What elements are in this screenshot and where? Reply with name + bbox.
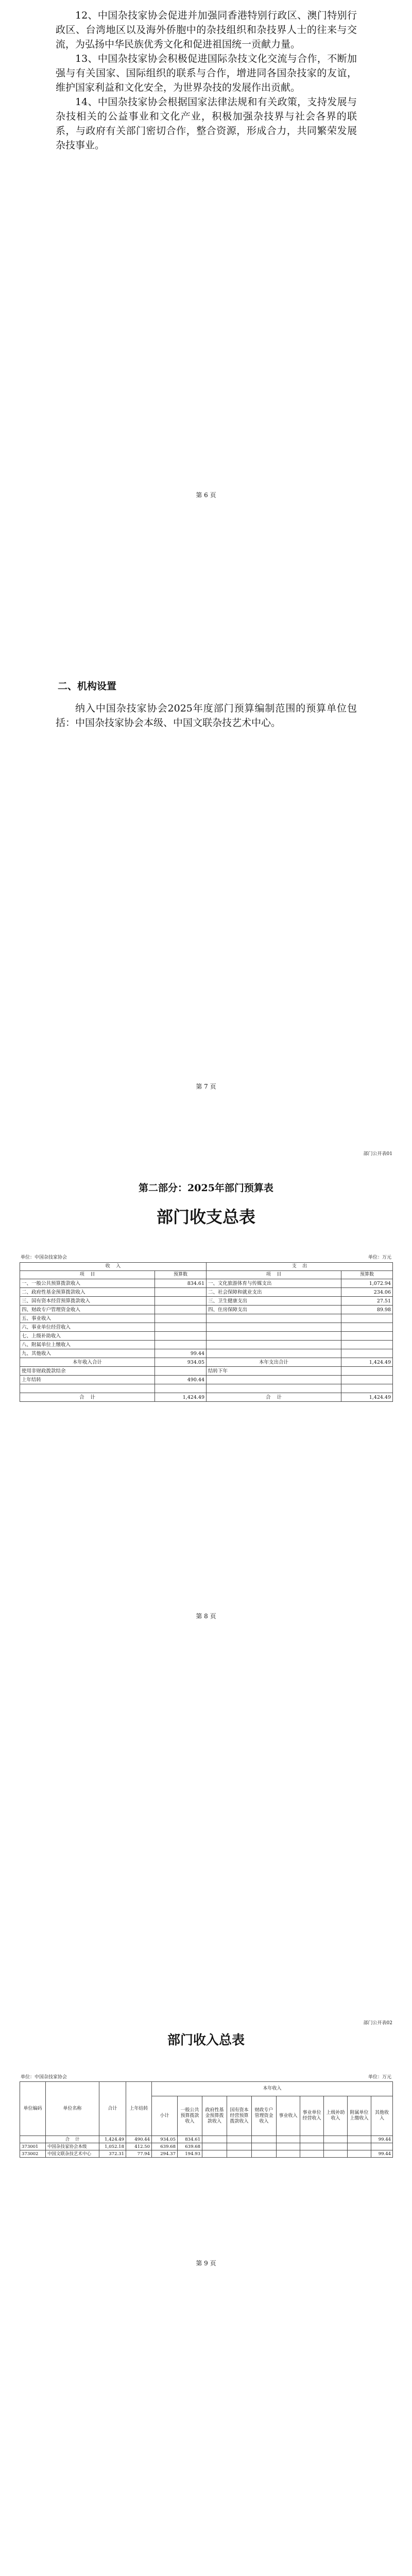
table-row <box>20 1384 393 1393</box>
table-cell: 99.44 <box>371 2136 393 2143</box>
table-row <box>20 1341 393 1349</box>
table-cell: 上年结转 <box>20 1376 155 1384</box>
table-cell <box>341 1376 393 1384</box>
table-cell <box>371 2143 393 2150</box>
table-cell: 六、事业单位经营收入 <box>20 1323 155 1332</box>
table-cell <box>348 2150 371 2158</box>
table-cell: 三、卫生健康支出 <box>207 1297 341 1306</box>
table-cell: 1,424.49 <box>341 1393 393 1402</box>
page-footer-9: 第 9 页 <box>196 2260 216 2267</box>
table-cell: 372.31 <box>99 2150 126 2158</box>
table-cell: 1,052.18 <box>99 2143 126 2150</box>
table-row <box>20 1314 393 1323</box>
table-cell <box>207 1332 341 1341</box>
table-cell <box>252 2143 277 2150</box>
table-cell <box>277 2143 300 2150</box>
header-total: 合计 <box>99 2082 126 2136</box>
header-general-budget: 一般公共预算拨款收入 <box>178 2096 202 2136</box>
table-cell <box>341 1332 393 1341</box>
table-cell: 99.44 <box>155 1349 207 1358</box>
table-cell: 412.50 <box>126 2143 152 2150</box>
table-cell: 四、财政专户管理资金收入 <box>20 1306 155 1314</box>
table-cell: 934.05 <box>155 1358 207 1367</box>
header-item: 项 目 <box>207 1271 341 1279</box>
table-cell <box>348 2143 371 2150</box>
table-row <box>20 1393 393 1402</box>
table-cell: 中国杂技家协会本级 <box>46 2143 99 2150</box>
header-unit-code: 单位编码 <box>20 2082 46 2136</box>
table-cell <box>202 2136 227 2143</box>
table-cell: 373002 <box>20 2150 46 2158</box>
table-row <box>20 1332 393 1341</box>
header-other-income: 其他收入 <box>371 2096 393 2136</box>
table-cell <box>341 1349 393 1358</box>
table-cell: 九、其他收入 <box>20 1349 155 1358</box>
table-cell: 1,424.49 <box>155 1393 207 1402</box>
table-cell: 89.98 <box>341 1306 393 1314</box>
table-cell <box>324 2143 348 2150</box>
table-cell: 本年收入合计 <box>20 1358 155 1367</box>
table-cell: 一、文化旅游体育与传媒支出 <box>207 1279 341 1288</box>
table-cell <box>207 1314 341 1323</box>
table-cell <box>20 2136 46 2143</box>
table-cell <box>341 1384 393 1393</box>
table-cell <box>348 2136 371 2143</box>
table-cell <box>277 2136 300 2143</box>
table-cell: 234.06 <box>341 1288 393 1297</box>
header-superior-subsidy: 上级补助收入 <box>324 2096 348 2136</box>
table-cell <box>341 1314 393 1323</box>
table-cell <box>155 1306 207 1314</box>
table-cell: 639.68 <box>178 2143 202 2150</box>
table-cell <box>277 2150 300 2158</box>
table-cell: 合 计 <box>20 1393 155 1402</box>
table-cell: 五、事业收入 <box>20 1314 155 1323</box>
section-heading-organization: 二、机构设置 <box>58 681 117 692</box>
header-subtotal: 小计 <box>152 2096 178 2136</box>
table-cell <box>324 2150 348 2158</box>
table-cell: 一、一般公共预算拨款收入 <box>20 1279 155 1288</box>
table-cell: 373001 <box>20 2143 46 2150</box>
table-cell: 99.44 <box>371 2150 393 2158</box>
page-6-body <box>56 8 357 152</box>
table-cell: 合 计 <box>46 2136 99 2143</box>
table-cell: 834.61 <box>155 1279 207 1288</box>
table-header-row <box>20 1263 393 1271</box>
table-row <box>20 1279 393 1288</box>
header-budget: 预算数 <box>155 1271 207 1279</box>
currency-unit: 单位：万元 <box>368 1255 391 1260</box>
table-cell <box>341 1323 393 1332</box>
table-cell <box>227 2143 252 2150</box>
table-cell: 194.93 <box>178 2150 202 2158</box>
table-cell: 1,424.49 <box>99 2136 126 2143</box>
table-cell: 本年支出合计 <box>207 1358 341 1367</box>
table-cell <box>155 1297 207 1306</box>
header-operating-income: 事业单位经营收入 <box>300 2096 324 2136</box>
paragraph-14: 14、中国杂技家协会根据国家法律法规和有关政策，支持发展与杂技相关的公益事业和文化产业，积极加强杂技界与社会各界的联系，与政府有关部门密切合作，整合资源，形成合力，共同繁荣发展杂技事业。 <box>56 96 357 151</box>
paragraph-13: 13、中国杂技家协会积极促进国际杂技文化交流与合作，不断加强与有关国家、国际组织的联系与合作，增进同各国杂技家的友谊，维护国家利益和文化安全，为世界杂技的发展作出贡献。 <box>56 53 357 93</box>
table-cell <box>341 1367 393 1376</box>
table-row <box>20 1376 393 1384</box>
table-row <box>20 1288 393 1297</box>
table-cell: 490.44 <box>155 1376 207 1384</box>
table-cell <box>207 1341 341 1349</box>
table-cell: 1,072.94 <box>341 1279 393 1288</box>
page-footer-6: 第 6 页 <box>196 492 216 499</box>
unit-name: 单位：中国杂技家协会 <box>21 1255 67 1260</box>
header-carryover: 上年结转 <box>126 2082 152 2136</box>
table-cell <box>155 1288 207 1297</box>
unit-line <box>20 2074 392 2081</box>
header-unit-name: 单位名称 <box>46 2082 99 2136</box>
page-footer-7: 第 7 页 <box>196 1083 216 1090</box>
revenue-summary-table <box>20 2081 393 2158</box>
table-header-row <box>20 2082 393 2096</box>
table-cell <box>300 2150 324 2158</box>
table-cell: 77.94 <box>126 2150 152 2158</box>
paragraph-12: 12、中国杂技家协会促进并加强同香港特别行政区、澳门特别行政区、台湾地区以及海外侨胞中的杂技组织和杂技界人士的往来与交流，为弘扬中华民族优秀文化和促进祖国统一贡献力量。 <box>56 10 357 50</box>
table-cell: 合 计 <box>207 1393 341 1402</box>
header-special-account: 财政专户管理资金收入 <box>252 2096 277 2136</box>
table-cell: 七、上级补助收入 <box>20 1332 155 1341</box>
table-cell <box>155 1314 207 1323</box>
table-row <box>20 1297 393 1306</box>
table-cell: 结转下年 <box>207 1367 341 1376</box>
header-subsidiary-remittance: 附属单位上缴收入 <box>348 2096 371 2136</box>
table-row <box>20 1358 393 1367</box>
table-cell: 四、住房保障支出 <box>207 1306 341 1314</box>
paragraph-organization: 纳入中国杂技家协会2025年度部门预算编制范围的预算单位包括：中国杂技家协会本级、中国文联杂技艺术中心。 <box>56 703 357 728</box>
table-cell: 294.37 <box>152 2150 178 2158</box>
table-row <box>20 1323 393 1332</box>
table-cell <box>227 2150 252 2158</box>
table-cell <box>202 2150 227 2158</box>
header-current-year-revenue: 本年收入 <box>152 2082 393 2096</box>
table-cell: 934.05 <box>152 2136 178 2143</box>
table-cell <box>252 2150 277 2158</box>
page-footer-8: 第 8 页 <box>196 1613 216 1620</box>
header-revenue: 收 入 <box>20 1263 207 1271</box>
table-row <box>20 1306 393 1314</box>
table-cell <box>155 1332 207 1341</box>
table-cell <box>155 1367 207 1376</box>
header-state-capital: 国有资本经营预算拨款收入 <box>227 2096 252 2136</box>
table-cell <box>207 1384 341 1393</box>
table-header-row <box>20 1271 393 1279</box>
revenue-expenditure-summary-table <box>20 1262 393 1402</box>
table-number-label: 部门公开表01 <box>363 1151 392 1157</box>
table-cell: 27.51 <box>341 1297 393 1306</box>
table-row <box>20 1349 393 1358</box>
table-cell <box>155 1384 207 1393</box>
header-budget: 预算数 <box>341 1271 393 1279</box>
page-7-body <box>56 701 357 730</box>
table-cell: 使用非财政拨款结余 <box>20 1367 155 1376</box>
table-cell: 八、附属单位上缴收入 <box>20 1341 155 1349</box>
table-number-label: 部门公开表02 <box>363 2021 392 2026</box>
table-cell <box>155 1323 207 1332</box>
table-cell: 834.61 <box>178 2136 202 2143</box>
table-cell <box>155 1341 207 1349</box>
table-cell <box>252 2136 277 2143</box>
table-cell: 490.44 <box>126 2136 152 2143</box>
currency-unit: 单位：万元 <box>368 2075 391 2080</box>
part-title: 第二部分：2025年部门预算表 <box>139 1182 273 1194</box>
table-cell <box>341 1341 393 1349</box>
table-cell: 三、国有资本经营预算拨款收入 <box>20 1297 155 1306</box>
table-cell: 二、政府性基金预算拨款收入 <box>20 1288 155 1297</box>
table-title: 部门收支总表 <box>156 1207 255 1227</box>
table-row <box>20 2136 393 2143</box>
table-cell <box>227 2136 252 2143</box>
table-cell: 1,424.49 <box>341 1358 393 1367</box>
header-gov-fund: 政府性基金预算拨款收入 <box>202 2096 227 2136</box>
table-cell <box>300 2136 324 2143</box>
table-cell: 二、社会保障和就业支出 <box>207 1288 341 1297</box>
table-row <box>20 2150 393 2158</box>
unit-line <box>20 1254 392 1261</box>
table-cell: 639.68 <box>152 2143 178 2150</box>
table-cell <box>300 2143 324 2150</box>
table-cell <box>207 1376 341 1384</box>
header-business-income: 事业收入 <box>277 2096 300 2136</box>
table-row <box>20 1367 393 1376</box>
table-cell <box>202 2143 227 2150</box>
table-cell <box>324 2136 348 2143</box>
table-cell <box>207 1349 341 1358</box>
table-title: 部门收入总表 <box>167 2032 245 2047</box>
table-cell <box>20 1384 155 1393</box>
table-cell <box>207 1323 341 1332</box>
table-cell: 中国文联杂技艺术中心 <box>46 2150 99 2158</box>
header-expenditure: 支 出 <box>207 1263 393 1271</box>
unit-name: 单位：中国杂技家协会 <box>21 2075 67 2080</box>
table-row <box>20 2143 393 2150</box>
header-item: 项 目 <box>20 1271 155 1279</box>
